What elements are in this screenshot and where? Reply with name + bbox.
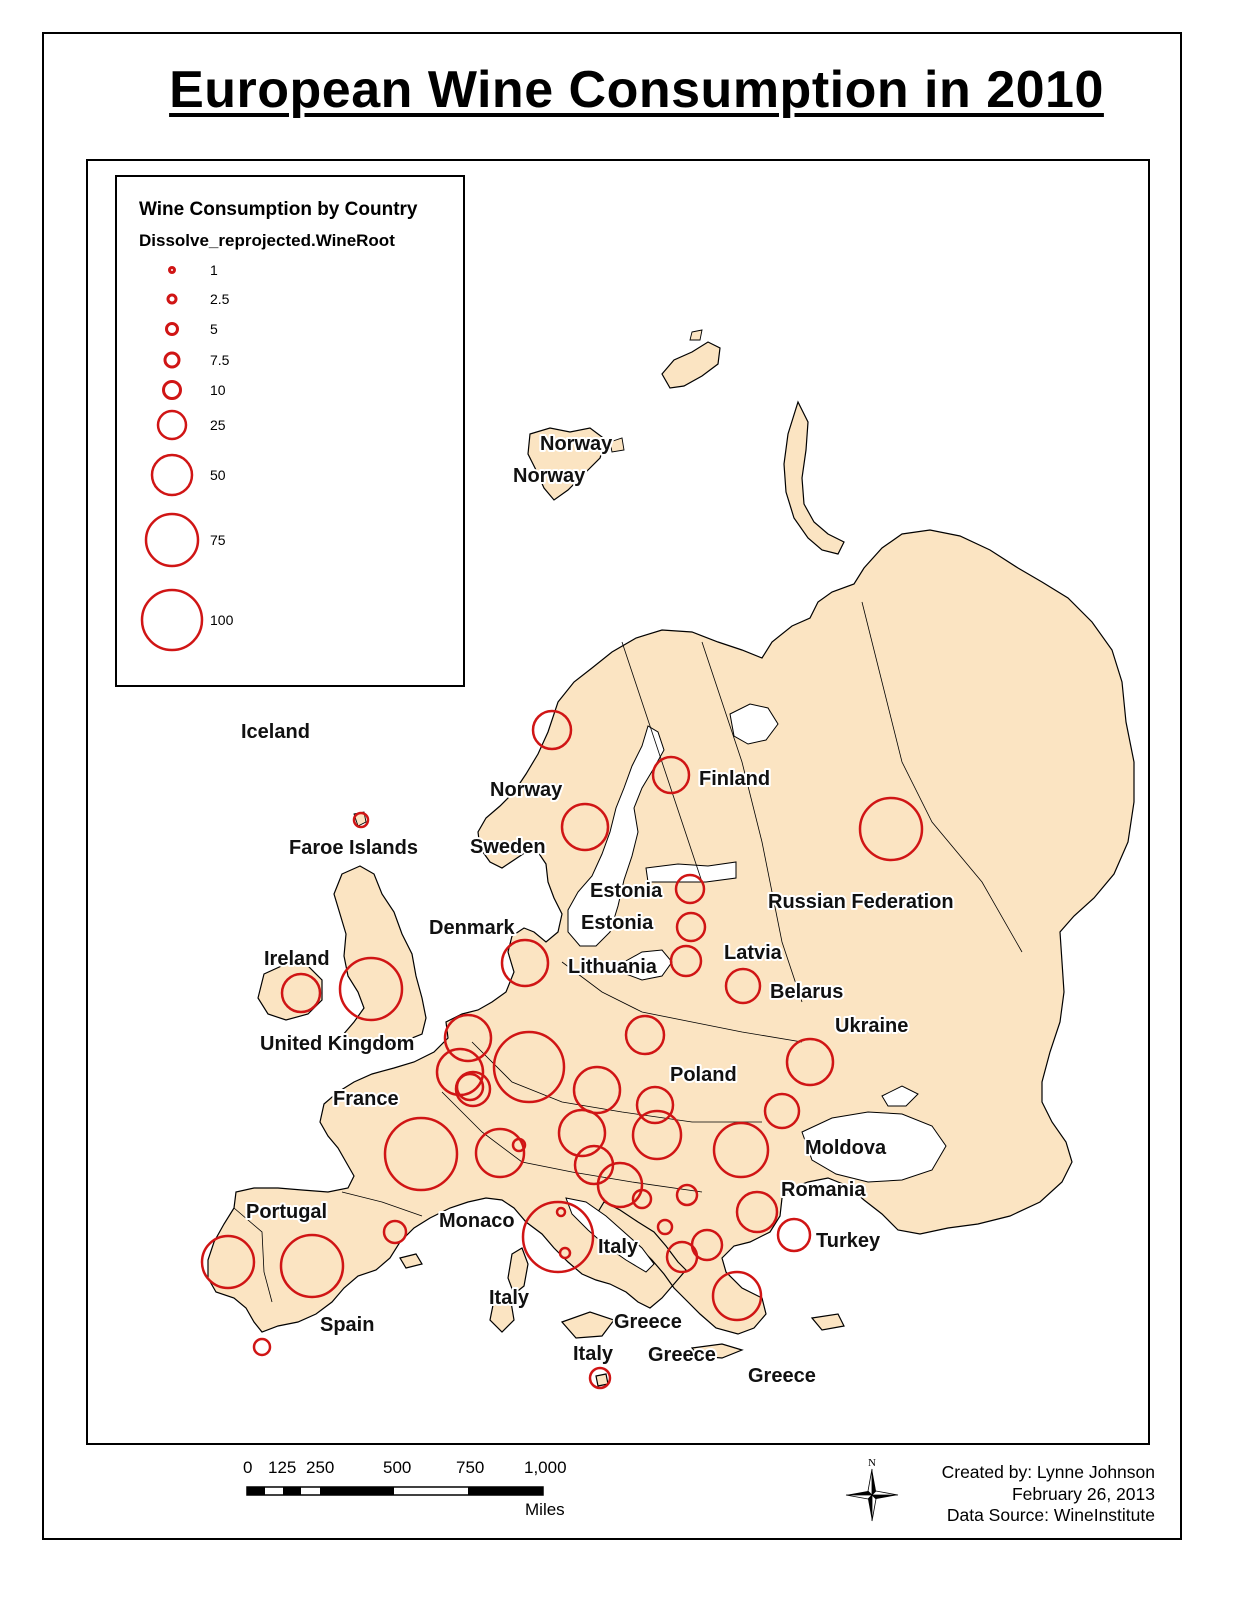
north-label: N	[868, 1457, 876, 1469]
scale-unit: Miles	[525, 1500, 565, 1519]
scale-tick-label: 250	[306, 1458, 335, 1477]
legend-class-label: 75	[210, 532, 226, 548]
country-label: Russian Federation	[768, 891, 954, 913]
country-label: Denmark	[429, 917, 515, 939]
legend-symbol	[152, 455, 192, 495]
legend-class-label: 100	[210, 612, 234, 628]
credit-date: February 26, 2013	[1011, 1483, 1155, 1504]
country-label: Faroe Islands	[289, 837, 418, 859]
novaya-zemlya-landmass	[784, 402, 844, 554]
credit-author: Created by: Lynne Johnson	[941, 1462, 1155, 1482]
legend-title: Wine Consumption by Country	[139, 199, 418, 220]
scale-tick-label: 0	[243, 1458, 253, 1477]
country-label: Belarus	[770, 981, 844, 1003]
country-label: Norway	[513, 465, 586, 487]
scale-tick-label: 500	[383, 1458, 412, 1477]
legend-symbol	[167, 324, 178, 335]
country-label: Finland	[699, 768, 771, 790]
country-label: Italy	[573, 1343, 614, 1365]
country-label: Norway	[490, 779, 563, 801]
country-label: France	[333, 1088, 399, 1110]
legend-symbol	[170, 268, 175, 273]
scale-tick-label: 750	[456, 1458, 485, 1477]
country-label: Italy	[489, 1287, 530, 1309]
country-label: Monaco	[439, 1210, 515, 1232]
country-label: Latvia	[724, 942, 782, 964]
scale-bar-graphic	[246, 1484, 546, 1498]
scale-tick-label: 125	[268, 1458, 297, 1477]
legend-symbol	[168, 295, 176, 303]
country-label: Moldova	[805, 1137, 887, 1159]
legend-symbols	[117, 177, 463, 685]
country-label: Turkey	[816, 1230, 881, 1252]
country-label: Ukraine	[835, 1015, 909, 1037]
country-label: Iceland	[241, 721, 310, 743]
legend-class-label: 5	[210, 321, 218, 337]
legend-class-label: 2.5	[210, 291, 230, 307]
credits-block	[880, 1462, 1155, 1527]
country-label: Greece	[614, 1311, 682, 1333]
legend-class-label: 1	[210, 262, 218, 278]
legend-symbol	[146, 514, 198, 566]
consumption-symbol	[254, 1339, 270, 1355]
country-label: Norway	[540, 433, 613, 455]
country-label: Poland	[670, 1064, 737, 1086]
country-label: Spain	[320, 1314, 375, 1336]
country-label: United Kingdom	[260, 1033, 415, 1055]
country-label: Ireland	[264, 948, 330, 970]
country-label: Portugal	[246, 1201, 328, 1223]
legend-symbol	[164, 382, 181, 399]
credit-source: Data Source: WineInstitute	[946, 1505, 1155, 1525]
legend-class-label: 50	[210, 467, 226, 483]
country-label: Greece	[748, 1365, 816, 1387]
map-title: European Wine Consumption in 2010	[169, 61, 1104, 119]
legend-class-label: 7.5	[210, 352, 230, 368]
legend-symbol	[142, 590, 202, 650]
country-label: Estonia	[590, 880, 663, 902]
legend-class-label: 10	[210, 382, 226, 398]
legend-field-name: Dissolve_reprojected.WineRoot	[139, 231, 395, 250]
country-label: Lithuania	[568, 956, 657, 978]
scale-tick-label: 1,000	[524, 1458, 567, 1477]
consumption-symbol	[778, 1219, 810, 1251]
country-label: Italy	[598, 1236, 639, 1258]
scale-bar	[240, 1458, 600, 1528]
country-label: Estonia	[581, 912, 654, 934]
country-label: Sweden	[470, 836, 546, 858]
legend-symbol	[165, 353, 179, 367]
legend-symbol	[158, 411, 186, 439]
legend-class-label: 25	[210, 417, 226, 433]
country-label: Romania	[781, 1179, 866, 1201]
legend	[115, 175, 465, 687]
country-label: Greece	[648, 1344, 716, 1366]
